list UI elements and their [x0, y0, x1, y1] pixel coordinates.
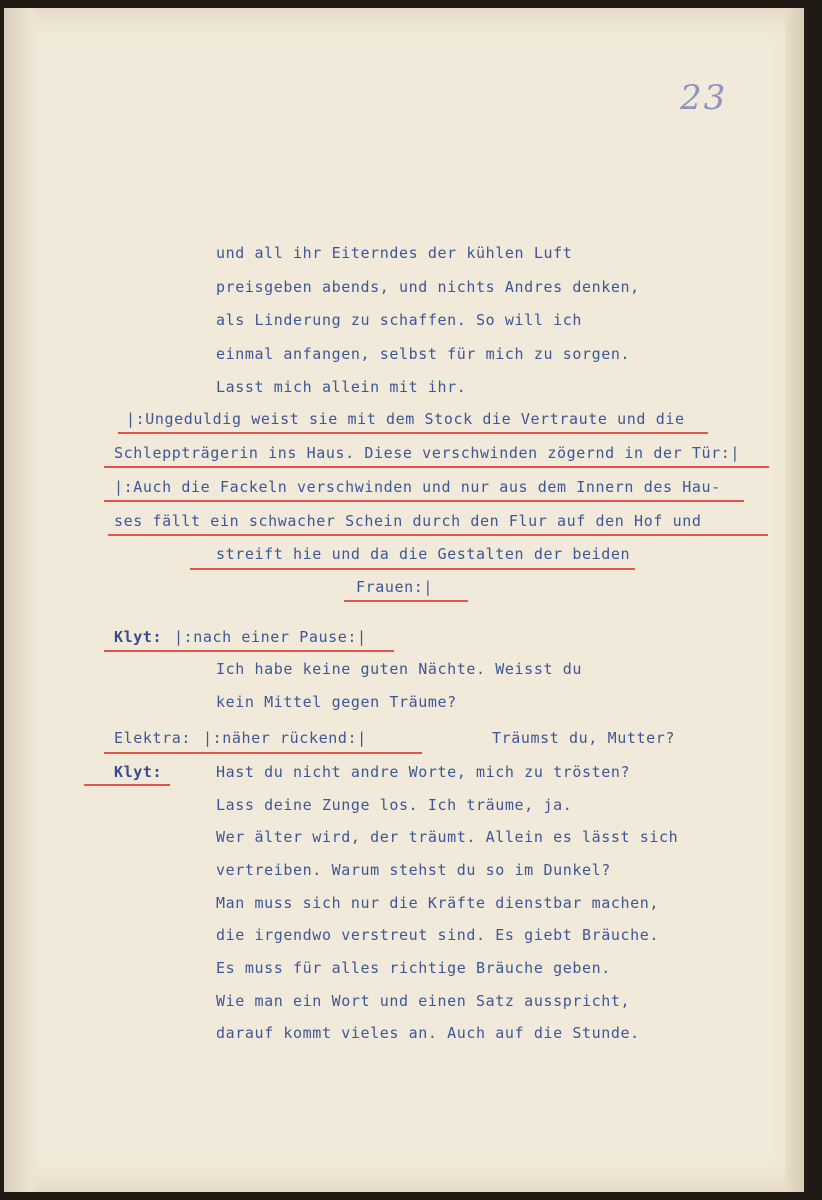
- verse-line: und all ihr Eiterndes der kühlen Luft: [216, 244, 573, 262]
- stage-direction-line: Frauen:|: [356, 578, 434, 596]
- verse-line: darauf kommt vieles an. Auch auf die Stunde.: [216, 1024, 640, 1042]
- red-underline: [344, 600, 468, 602]
- stage-direction-line: |:Ungeduldig weist sie mit dem Stock die Vertraute und die: [126, 410, 685, 428]
- red-underline: [104, 752, 422, 754]
- page-edge: [786, 8, 804, 1192]
- red-underline: [108, 534, 768, 536]
- stage-direction-line: Schleppträgerin ins Haus. Diese verschwinden zögernd in der Tür:|: [114, 444, 740, 462]
- verse-line: Wer älter wird, der träumt. Allein es lässt sich: [216, 828, 679, 846]
- verse-line: Wie man ein Wort und einen Satz ausspricht,: [216, 992, 631, 1010]
- stage-direction-line: |:Auch die Fackeln verschwinden und nur aus dem Innern des Hau-: [114, 478, 721, 496]
- verse-line: Hast du nicht andre Worte, mich zu trösten?: [216, 763, 631, 781]
- verse-line: preisgeben abends, und nichts Andres denken,: [216, 278, 640, 296]
- verse-line: vertreiben. Warum stehst du so im Dunkel?: [216, 861, 611, 879]
- speaker-name: Elektra:: [114, 729, 192, 747]
- red-underline: [104, 650, 394, 652]
- stage-direction: |:nach einer Pause:|: [174, 628, 367, 646]
- stage-direction: |:näher rückend:|: [203, 729, 367, 747]
- verse-line: die irgendwo verstreut sind. Es giebt Bräuche.: [216, 926, 660, 944]
- red-underline: [84, 784, 170, 786]
- stage-direction-line: streift hie und da die Gestalten der beiden: [216, 545, 631, 563]
- verse-line: kein Mittel gegen Träume?: [216, 693, 457, 711]
- speaker-name: Klyt:: [114, 763, 163, 781]
- stage-direction-line: ses fällt ein schwacher Schein durch den Flur auf den Hof und: [114, 512, 702, 530]
- binding-shadow: [4, 8, 38, 1192]
- manuscript-page: [4, 8, 804, 1192]
- verse-line: einmal anfangen, selbst für mich zu sorgen.: [216, 345, 631, 363]
- verse-line: Es muss für alles richtige Bräuche geben.: [216, 959, 611, 977]
- verse-line: als Linderung zu schaffen. So will ich: [216, 311, 582, 329]
- red-underline: [190, 568, 635, 570]
- red-underline: [104, 500, 744, 502]
- verse-line: Ich habe keine guten Nächte. Weisst du: [216, 660, 582, 678]
- verse-line: Lasst mich allein mit ihr.: [216, 378, 467, 396]
- red-underline: [104, 466, 769, 468]
- speaker-name: Klyt:: [114, 628, 163, 646]
- red-underline: [118, 432, 708, 434]
- verse-line: Lass deine Zunge los. Ich träume, ja.: [216, 796, 573, 814]
- verse-line: Man muss sich nur die Kräfte dienstbar machen,: [216, 894, 660, 912]
- verse-line: Träumst du, Mutter?: [492, 729, 675, 747]
- page-number: 23: [680, 78, 728, 118]
